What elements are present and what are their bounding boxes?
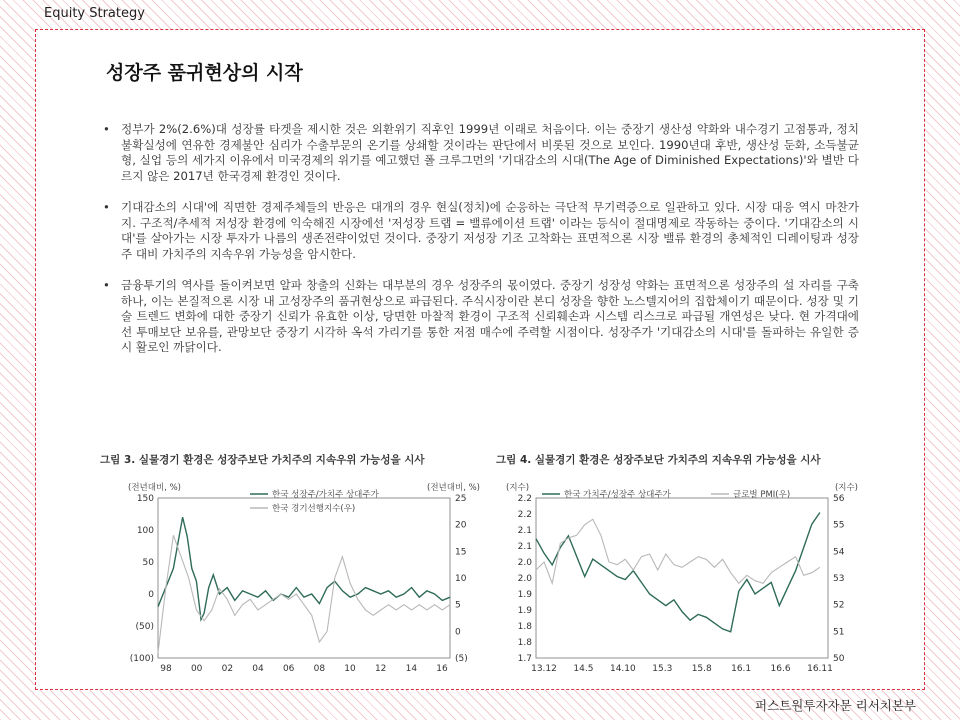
x-tick-label: 06 [282,664,295,674]
right-tick-label: 15 [455,547,467,558]
x-tick-label: 16.1 [731,664,752,674]
right-axis-label: (전년대비, %) [427,483,480,493]
bullet-item [101,122,859,184]
left-tick-label: 0 [148,590,154,600]
left-tick-label: (100) [129,654,154,664]
bullet-text: 금융투기의 역사를 돌이켜보면 알파 창출의 신화는 대부분의 경우 성장주의 몫이였다. 중장기 성장성 약화는 표면적으론 성장주의 설 자리를 구축하나, 이는 본질적으론 시장 내 고성장주의 품귀현상으로 파급된다. 주식시장이란 본디 성장을 향한 노스텔지어의 집합체이기 때문이다. 성장 및 기술 트렌드 변화에 대한 중장기 신뢰가 유효한 이상, 당면한 마찰적 환경이 구조적 신뢰훼손과 시스템 리스크로 파급될 개연성은 낮다. 현 가격대에선 투매보단 보유를, 관망보단 중장기 시각하 옥석 가리기를 통한 저점 매수에 주력할 시점이다. 성장주가 '기대감소의 시대'를 돌파하는 유일한 증시 활로인 까닭이다. [121,278,859,354]
right-tick-label: 50 [833,654,845,664]
left-tick-label: 1.9 [517,590,532,600]
chart-4-svg [496,474,861,679]
x-tick-label: 12 [374,664,387,674]
bullet-list [101,122,859,372]
x-tick-label: 14.10 [609,664,636,674]
left-tick-label: 2.1 [517,526,532,536]
x-tick-label: 13.12 [531,664,557,674]
x-tick-label: 08 [313,664,326,674]
x-tick-label: 16 [436,664,448,674]
x-tick-label: 15.3 [652,664,673,674]
plot-area [158,498,450,658]
page-frame [35,29,925,690]
chart-title: 그림 3. 실물경기 환경은 성장주보단 가치주의 지속우위 가능성을 시사 [100,454,425,466]
left-tick-label: 2.0 [517,558,532,568]
chart-figure-4 [496,452,861,680]
right-tick-label: 5 [455,600,461,611]
right-tick-label: 53 [833,574,845,584]
bullet-text: 기대감소의 시대'에 직면한 경제주체들의 반응은 대개의 경우 현실(정치)에 순응하는 극단적 무기력증으로 일관하고 있다. 시장 대응 역시 마찬가지. 구조적/추세적 저성장 환경에 익숙해진 시장에선 '저성장 트랩 = 밸류에이션 트랩' 이라는 등식이 절대명제로 작동하는 중이다. '기대감소의 시대'를 살아가는 시장 투자가 나름의 생존전략이었던 것이다. 중장기 저성장 기조 고착화는 표면적으론 시장 밸류 환경의 총체적인 디레이팅과 성장주 대비 가치주의 지속우위 가능성을 암시한다. [121,200,859,261]
x-tick-label: 04 [252,664,264,674]
left-tick-label: 1.8 [517,638,532,648]
x-tick-label: 02 [221,664,234,674]
left-tick-label: 1.9 [517,606,532,616]
left-tick-label: 2.2 [517,510,532,520]
publisher-label: 퍼스트원투자자문 리서치본부 [755,698,916,713]
left-axis-label: (지수) [506,483,530,493]
left-tick-label: 2.2 [517,494,532,504]
bullet-item [101,200,859,262]
x-tick-label: 14 [405,664,418,674]
right-tick-label: 54 [833,547,845,558]
section-label: Equity Strategy [44,6,145,21]
left-tick-label: 100 [136,526,154,536]
left-tick-label: 1.8 [517,622,532,632]
bullet-item [101,278,859,356]
x-tick-label: 00 [190,664,203,674]
right-tick-label: 25 [455,494,467,504]
right-axis-label: (지수) [834,483,858,493]
x-tick-label: 16.11 [807,664,833,674]
x-tick-label: 98 [160,664,172,674]
bullet-dot-icon: • [103,200,110,214]
legend-entry: 한국 성장주/가치주 상대주가 [272,490,379,500]
x-tick-label: 14.5 [573,664,594,674]
right-tick-label: 0 [455,627,461,638]
left-axis-label: (전년대비, %) [128,483,181,493]
legend-entry: 한국 가치주/성장주 상대주가 [564,490,671,500]
right-tick-label: 55 [833,520,845,531]
chart-figure-3 [100,452,490,680]
legend-entry: 글로벌 PMI(우) [733,490,791,500]
x-tick-label: 16.6 [770,664,791,674]
page-title: 성장주 품귀현상의 시작 [106,62,303,84]
right-tick-label: 20 [455,520,467,531]
left-tick-label: 2.0 [517,574,532,584]
bullet-dot-icon: • [103,122,110,136]
right-tick-label: 56 [833,494,845,504]
x-tick-label: 10 [344,664,356,674]
x-tick-label: 15.8 [691,664,712,674]
right-tick-label: 51 [833,627,845,638]
series-line [536,519,820,583]
chart-title: 그림 4. 실물경기 환경은 성장주보단 가치주의 지속우위 가능성을 시사 [496,454,821,466]
left-tick-label: 2.1 [517,542,532,552]
right-tick-label: 10 [455,574,467,584]
left-tick-label: (50) [135,622,154,632]
series-line [158,535,450,652]
legend-entry: 한국 경기선행지수(우) [272,504,356,514]
left-tick-label: 50 [142,558,154,568]
series-line [536,513,820,632]
left-tick-label: 150 [136,494,154,504]
bullet-dot-icon: • [103,278,110,292]
right-tick-label: 52 [833,600,845,611]
right-tick-label: (5) [455,654,468,664]
left-tick-label: 1.7 [517,654,532,664]
plot-area [536,498,828,658]
chart-3-svg [100,474,490,679]
bullet-text: 정부가 2%(2.6%)대 성장률 타겟을 제시한 것은 외환위기 직후인 1999년 이래로 처음이다. 이는 중장기 생산성 약화와 내수경기 고점통과, 정치 불확실성에 연유한 경제불안 심리가 수출부문의 온기를 상쇄할 것이라는 판단에서 비롯된 것으로 보인다. 1990년대 후반, 생산성 둔화, 소득불균형, 실업 등의 세가지 이유에서 미국경제의 위기를 예고했던 폴 크루그먼의 '기대감소의 시대(The Age of Diminished Expectations)'와 별반 다르지 않은 2017년 한국경제 환경인 것이다. [121,122,859,183]
